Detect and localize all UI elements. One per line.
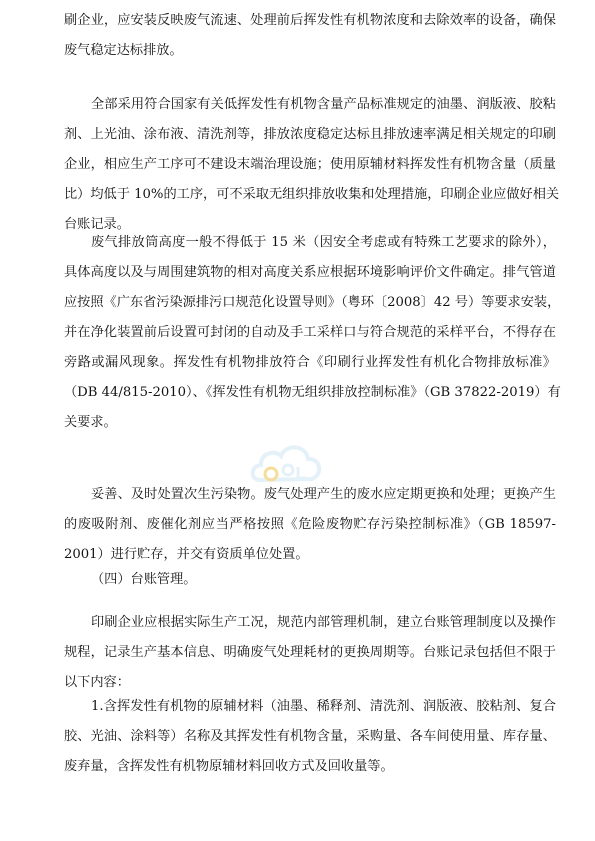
text-line: 台账记录。 (64, 217, 130, 232)
section-heading-text: （四）台账管理。 (91, 572, 197, 587)
text-line: 比）均低于 10%的工序，可不采取无组织排放收集和处理措施，印刷企业应做好相关 (64, 187, 560, 202)
text-line: 剂、上光油、涂布液、清洗剂等，排放浓度稳定达标且排放速率满足相关规定的印刷 (64, 127, 556, 142)
text-line: 规程，记录生产基本信息、明确废气处理耗材的更换周期等。台账记录包括但不限于 (64, 645, 556, 660)
cloud-watermark-icon (246, 434, 328, 504)
text-line: 印刷企业应根据实际生产工况，规范内部管理机制，建立台账管理制度以及操作 (91, 615, 556, 630)
text-line: 关要求。 (64, 415, 117, 430)
section-heading (64, 565, 556, 595)
text-line: 废弃量，含挥发性有机物原辅材料回收方式及回收量等。 (64, 759, 394, 774)
list-item-1 (64, 692, 556, 782)
paragraph-continuation (64, 6, 556, 66)
text-line: 旁路或漏风现象。挥发性有机物排放符合《印刷行业挥发性有机化合物排放标准》 (64, 355, 556, 370)
text-line: 以下内容： (64, 675, 130, 690)
text-line: 具体高度以及与周围建筑物的相对高度关系应根据环境影响评价文件确定。排气管道 (64, 265, 556, 280)
text-line: 企业，相应生产工序可不建设末端治理设施；使用原辅材料挥发性有机物含量（质量 (64, 157, 556, 172)
paragraph-exhaust-stack (64, 228, 561, 438)
text-line: 并在净化装置前后设置可封闭的自动及手工采样口与符合规范的采样平台，不得存在 (64, 325, 556, 340)
text-line: 全部采用符合国家有关低挥发性有机物含量产品标准规定的油墨、润版液、胶粘 (91, 97, 556, 112)
text-line: 应按照《广东省污染源排污口规范化设置导则》（粤环〔2008〕42 号）等要求安装， (64, 295, 561, 310)
paragraph-ledger-management (64, 608, 556, 698)
text-line: 废气排放筒高度一般不得低于 15 米（因安全考虑或有特殊工艺要求的除外）， (91, 235, 556, 250)
text-line: 2001）进行贮存，并交有资质单位处置。 (64, 547, 309, 562)
paragraph-low-voc-materials (64, 90, 560, 240)
text-line: 废气稳定达标排放。 (64, 43, 183, 58)
text-line: 胶、光油、涂料等）名称及其挥发性有机物含量，采购量、各车间使用量、库存量、 (64, 729, 556, 744)
text-line: （DB 44/815-2010）、《挥发性有机物无组织排放控制标准》（GB 37822-2019）有 (64, 385, 561, 400)
text-line: 妥善、及时处置次生污染物。废气处理产生的废水应定期更换和处理；更换产生 (91, 487, 556, 502)
text-line: 刷企业，应安装反映废气流速、处理前后挥发性有机物浓度和去除效率的设备，确保 (64, 13, 556, 28)
text-line: 的废吸附剂、废催化剂应当严格按照《危险废物贮存污染控制标准》（GB 18597- (64, 517, 556, 532)
text-line: 1.含挥发性有机物的原辅材料（油墨、稀释剂、清洗剂、润版液、胶粘剂、复合 (91, 699, 556, 714)
